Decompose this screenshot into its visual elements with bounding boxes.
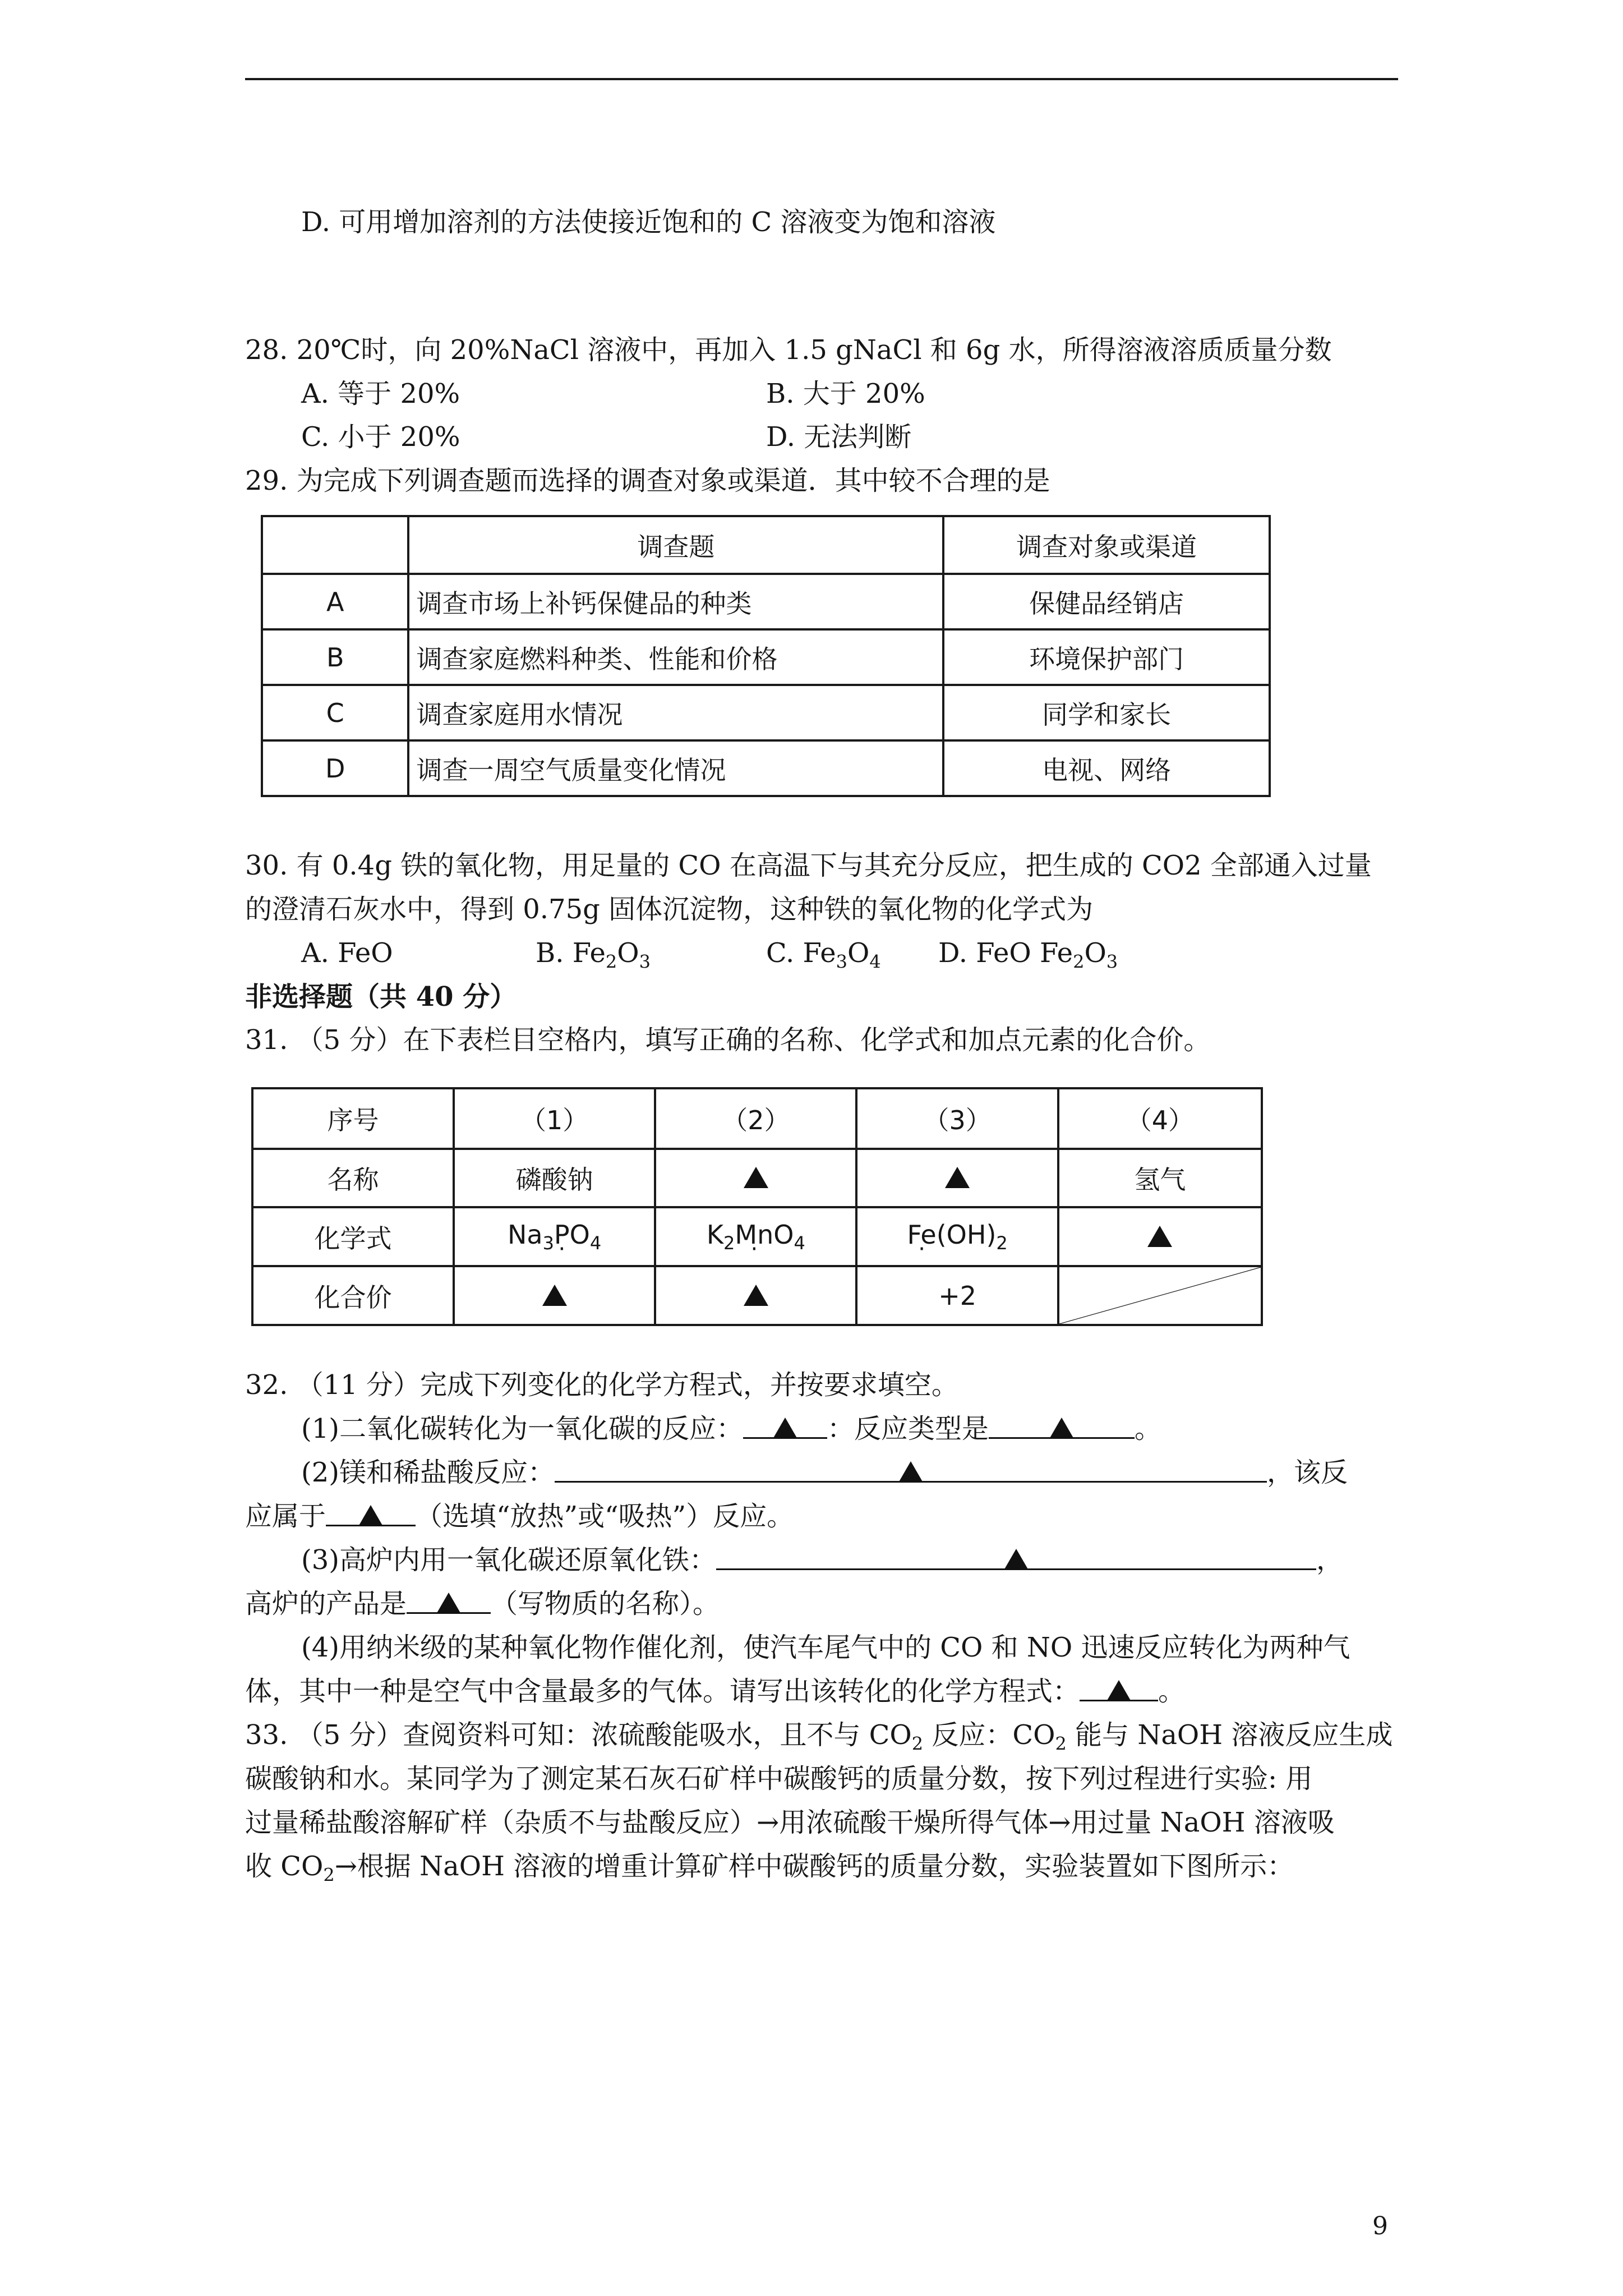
q30-option-c: C. $Fe_3O_4$ <box>766 937 881 973</box>
q31-label-formula: 化学式 <box>252 1207 454 1266</box>
triangle-icon <box>744 1285 768 1306</box>
q32-part4-line1: (4)用纳米级的某种氧化物作催化剂，使汽车尾气中的 CO 和 NO 迅速反应转化为两种气 <box>301 1632 1350 1663</box>
q28-stem: 28. 20℃时，向 20%NaCl 溶液中，再加入 1.5 gNaCl 和 6g 水，所得溶液溶质质量分数 <box>245 334 1332 366</box>
q31-formula-1: $Na_3P \cdot O_4$ <box>454 1207 655 1266</box>
q29-header-row <box>262 516 1270 574</box>
triangle-icon <box>898 1461 923 1483</box>
q29-table <box>261 515 1271 797</box>
section-title: 非选择题（共 40 分） <box>245 981 517 1013</box>
q29-stem: 29. 为完成下列调查题而选择的调查对象或渠道．其中较不合理的是 <box>245 465 1050 496</box>
q31-valence-1 <box>454 1266 655 1325</box>
q31-valence-2 <box>655 1266 856 1325</box>
header-rule <box>245 78 1398 80</box>
table-row <box>262 629 1270 685</box>
table-row <box>262 574 1270 629</box>
q32-stem: 32. （11 分）完成下列变化的化学方程式，并按要求填空。 <box>245 1369 958 1401</box>
triangle-icon <box>1004 1549 1029 1570</box>
q29-row-channel: 电视、网络 <box>943 740 1270 796</box>
q33-line1: 33. （5 分）查阅资料可知：浓硫酸能吸水，且不与 $CO_2$ 反应：$CO_2$ 能与 NaOH 溶液反应生成 <box>245 1719 1393 1755</box>
q31-label-name: 名称 <box>252 1149 454 1207</box>
answer-blank[interactable] <box>743 1411 827 1439</box>
q30-option-b: B. $Fe_2O_3$ <box>536 937 651 973</box>
q31-label-valence: 化合价 <box>252 1266 454 1325</box>
q29-row-question: 调查家庭用水情况 <box>408 685 943 740</box>
answer-blank[interactable] <box>326 1499 416 1526</box>
answer-blank[interactable] <box>555 1455 1267 1483</box>
q29-row-channel: 保健品经销店 <box>943 574 1270 629</box>
table-row <box>262 740 1270 796</box>
q31-col: （2） <box>655 1088 856 1149</box>
q31-name-1: 磷酸钠 <box>454 1149 655 1207</box>
q31-col: （1） <box>454 1088 655 1149</box>
q29-row-question: 调查一周空气质量变化情况 <box>408 740 943 796</box>
q29-row-question: 调查市场上补钙保健品的种类 <box>408 574 943 629</box>
q33-line3: 过量稀盐酸溶解矿样（杂质不与盐酸反应）→用浓硫酸干燥所得气体→用过量 NaOH 溶液吸 <box>245 1807 1335 1838</box>
q30-option-a: A. FeO <box>301 937 393 969</box>
q33-line2: 碳酸钠和水。某同学为了测定某石灰石矿样中碳酸钙的质量分数，按下列过程进行实验: 用 <box>245 1763 1313 1795</box>
q28-option-b: B. 大于 20% <box>766 378 925 409</box>
q32-part3: (3)高炉内用一氧化碳还原氧化铁： ， <box>301 1543 1343 1577</box>
q28-option-d: D. 无法判断 <box>766 421 912 453</box>
table-row <box>252 1207 1262 1266</box>
page-number: 9 <box>1372 2212 1388 2240</box>
q28-option-c: C. 小于 20% <box>301 421 460 453</box>
q31-table <box>251 1087 1263 1326</box>
q31-label-index: 序号 <box>252 1088 454 1149</box>
q29-row-label: A <box>262 574 408 629</box>
answer-blank[interactable] <box>716 1543 1316 1570</box>
table-row <box>252 1149 1262 1207</box>
q31-col: （4） <box>1058 1088 1262 1149</box>
q31-name-2 <box>655 1149 856 1207</box>
diagonal-line <box>1059 1267 1261 1324</box>
q31-stem: 31. （5 分）在下表栏目空格内，填写正确的名称、化学式和加点元素的化合价。 <box>245 1024 1211 1056</box>
q29-row-channel: 同学和家长 <box>943 685 1270 740</box>
answer-blank[interactable] <box>989 1411 1135 1439</box>
triangle-icon <box>773 1418 797 1439</box>
q30-option-d: D. FeO $Fe_2O_3$ <box>938 937 1118 973</box>
q32-part1: (1)二氧化碳转化为一氧化碳的反应： ：反应类型是 。 <box>301 1411 1161 1446</box>
q31-valence-3: +2 <box>856 1266 1058 1325</box>
triangle-icon <box>1147 1226 1172 1247</box>
table-row <box>252 1088 1262 1149</box>
answer-blank[interactable] <box>407 1586 491 1614</box>
q28-option-a: A. 等于 20% <box>301 378 460 409</box>
q27-option-d: D. 可用增加溶剂的方法使接近饱和的 C 溶液变为饱和溶液 <box>301 206 996 238</box>
q29-row-channel: 环境保护部门 <box>943 629 1270 685</box>
q29-header-channel: 调查对象或渠道 <box>943 516 1270 574</box>
q29-row-question: 调查家庭燃料种类、性能和价格 <box>408 629 943 685</box>
table-row <box>262 685 1270 740</box>
q30-line2: 的澄清石灰水中，得到 0.75g 固体沉淀物，这种铁的氧化物的化学式为 <box>245 894 1094 925</box>
triangle-icon <box>1106 1680 1131 1701</box>
q31-name-3 <box>856 1149 1058 1207</box>
q31-name-4: 氢气 <box>1058 1149 1262 1207</box>
q31-formula-2: $K_2Mn \cdot O_4$ <box>655 1207 856 1266</box>
q29-row-label: D <box>262 740 408 796</box>
triangle-icon <box>744 1167 768 1188</box>
q29-header-question: 调查题 <box>408 516 943 574</box>
triangle-icon <box>436 1593 461 1614</box>
q32-part2-cont: 应属于 （选填“放热”或“吸热”）反应。 <box>245 1499 794 1534</box>
q32-part2: (2)镁和稀盐酸反应： ，该反 <box>301 1455 1348 1490</box>
q31-formula-3: $Fe \cdot(OH)_2$ <box>856 1207 1058 1266</box>
triangle-icon <box>358 1505 383 1526</box>
triangle-icon <box>945 1167 970 1188</box>
triangle-icon <box>542 1285 567 1306</box>
table-row <box>252 1266 1262 1325</box>
q29-row-label: B <box>262 629 408 685</box>
q31-valence-4-diagonal <box>1058 1266 1262 1325</box>
triangle-icon <box>1049 1418 1074 1439</box>
q31-formula-4 <box>1058 1207 1262 1266</box>
q32-part3-cont: 高炉的产品是 （写物质的名称）。 <box>245 1586 720 1621</box>
q29-header-blank <box>262 516 408 574</box>
q29-row-label: C <box>262 685 408 740</box>
q30-line1: 30. 有 0.4g 铁的氧化物，用足量的 CO 在高温下与其充分反应，把生成的 CO2 全部通入过量 <box>245 850 1372 881</box>
q33-line4: 收 $CO_2\to$根据 NaOH 溶液的增重计算矿样中碳酸钙的质量分数，实验装置如下图所示： <box>245 1851 1294 1886</box>
q32-part4-line2: 体，其中一种是空气中含量最多的气体。请写出该转化的化学方程式： 。 <box>245 1674 1185 1709</box>
answer-blank[interactable] <box>1080 1674 1158 1701</box>
q31-col: （3） <box>856 1088 1058 1149</box>
